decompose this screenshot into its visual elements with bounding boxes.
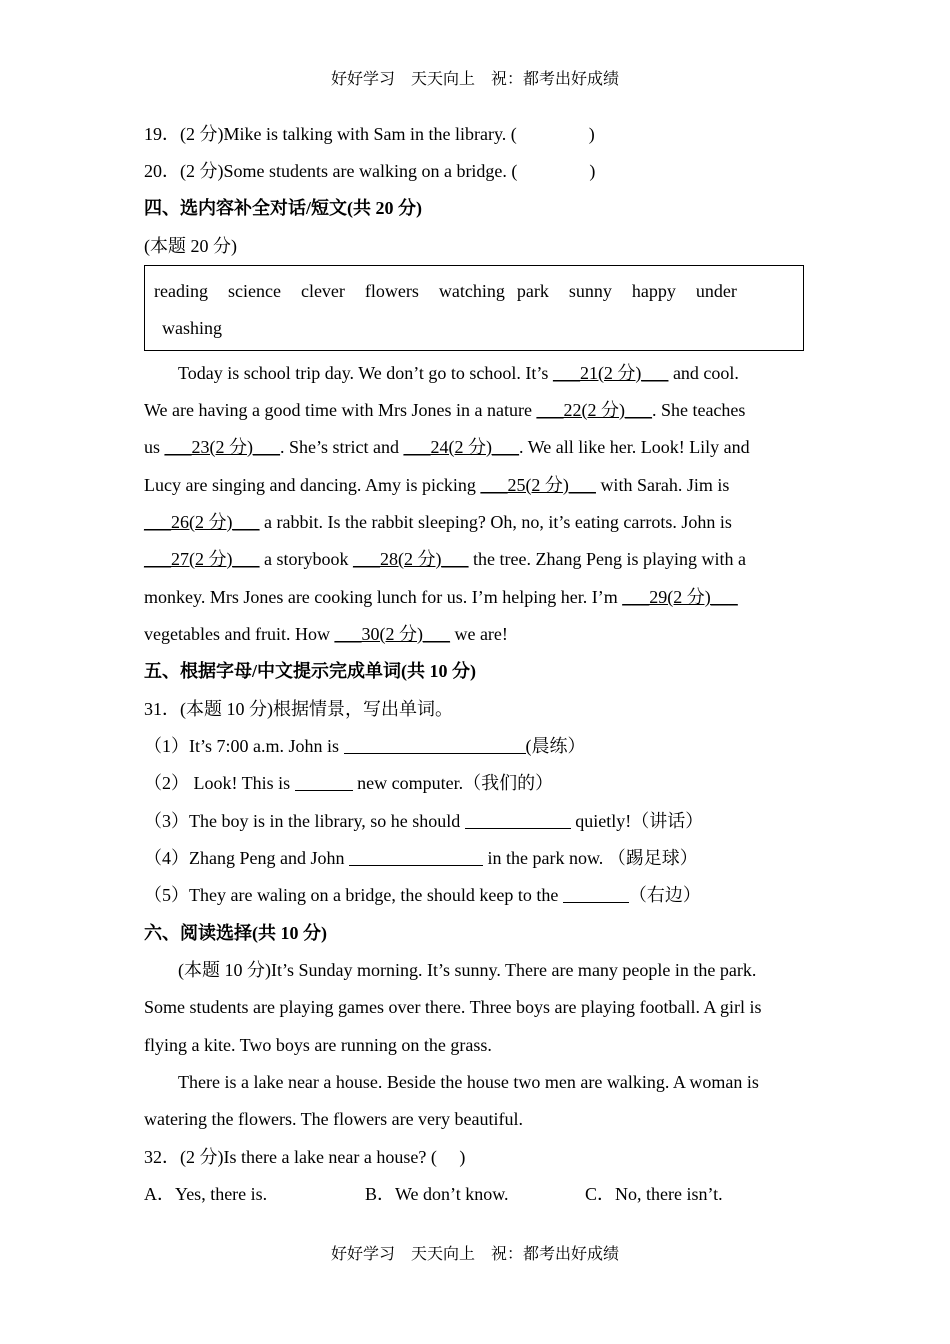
page-header: 好好学习 天天向上 祝：都考出好成绩 bbox=[330, 69, 619, 88]
blank-24: ___24(2 分)___ bbox=[403, 437, 520, 457]
sub-question-2: （2） Look! This is new computer.（我们的） bbox=[144, 773, 554, 793]
question-19: 19．(2 分)Mike is talking with Sam in the library. ( ) bbox=[144, 124, 595, 144]
word-bank-item: under bbox=[695, 281, 737, 301]
answer-line bbox=[344, 736, 526, 754]
option-c[interactable]: C．No, there isn’t. bbox=[585, 1184, 723, 1204]
passage-line: We are having a good time with Mrs Jones in a nature ___22(2 分)___. She teaches bbox=[144, 400, 746, 420]
section-6-title: 六、阅读选择(共 10 分) bbox=[144, 923, 327, 943]
option-a[interactable]: A．Yes, there is. bbox=[144, 1184, 268, 1204]
page-footer: 好好学习 天天向上 祝：都考出好成绩 bbox=[330, 1244, 619, 1263]
sub-question-5: （5）They are waling on a bridge, the should keep to the （右边） bbox=[144, 885, 701, 905]
passage-line: us ___23(2 分)___. She’s strict and ___24(2 分)___. We all like her. Look! Lily and bbox=[144, 437, 750, 457]
reading-para-line: watering the flowers. The flowers are very beautiful. bbox=[144, 1109, 524, 1129]
blank-29: ___29(2 分)___ bbox=[622, 587, 738, 607]
sub-question-3: （3）The boy is in the library, so he should quietly!（讲话） bbox=[144, 811, 704, 831]
section-4-note: (本题 20 分) bbox=[144, 236, 237, 256]
answer-line bbox=[295, 773, 353, 791]
word-bank-row-2 bbox=[162, 318, 242, 339]
word-bank-row-1 bbox=[154, 281, 757, 302]
reading-para-line: flying a kite. Two boys are running on the grass. bbox=[144, 1035, 492, 1055]
passage-line: ___26(2 分)___ a rabbit. Is the rabbit sleeping? Oh, no, it’s eating carrots. John is bbox=[144, 512, 732, 532]
question-31: 31．(本题 10 分)根据情景，写出单词。 bbox=[144, 699, 453, 719]
answer-line bbox=[563, 885, 629, 903]
word-bank-item: flowers bbox=[364, 281, 419, 301]
word-bank-item: park bbox=[516, 281, 549, 301]
blank-22: ___22(2 分)___ bbox=[536, 400, 652, 420]
word-bank-item: clever bbox=[300, 281, 345, 301]
option-b[interactable]: B．We don’t know. bbox=[365, 1184, 509, 1204]
answer-line bbox=[349, 848, 483, 866]
word-bank-box bbox=[144, 265, 804, 351]
word-bank-item: washing bbox=[162, 318, 222, 338]
blank-26: ___26(2 分)___ bbox=[144, 512, 260, 532]
sub-question-1: （1）It’s 7:00 a.m. John is (晨练） bbox=[144, 736, 586, 756]
passage-line: monkey. Mrs Jones are cooking lunch for us. I’m helping her. I’m ___29(2 分)___ bbox=[144, 587, 738, 607]
question-32: 32．(2 分)Is there a lake near a house? ( ) bbox=[144, 1147, 466, 1167]
passage-line: ___27(2 分)___ a storybook ___28(2 分)___ the tree. Zhang Peng is playing with a bbox=[144, 549, 746, 569]
question-20: 20．(2 分)Some students are walking on a bridge. ( ) bbox=[144, 161, 596, 181]
section-5-title: 五、根据字母/中文提示完成单词(共 10 分) bbox=[144, 661, 476, 681]
word-bank-item: science bbox=[227, 281, 281, 301]
reading-para-line: There is a lake near a house. Beside the house two men are walking. A woman is bbox=[178, 1072, 759, 1092]
word-bank-item: sunny bbox=[568, 281, 612, 301]
blank-25: ___25(2 分)___ bbox=[480, 475, 596, 495]
section-4-title: 四、选内容补全对话/短文(共 20 分) bbox=[144, 198, 422, 218]
reading-para-line: (本题 10 分)It’s Sunday morning. It’s sunny. There are many people in the park. bbox=[178, 960, 757, 980]
blank-30: ___30(2 分)___ bbox=[334, 624, 450, 644]
blank-23: ___23(2 分)___ bbox=[164, 437, 281, 457]
word-bank-item: happy bbox=[631, 281, 676, 301]
sub-question-4: （4）Zhang Peng and John in the park now. （踢足球） bbox=[144, 848, 698, 868]
answer-line bbox=[465, 811, 571, 829]
blank-21: ___21(2 分)___ bbox=[552, 363, 669, 383]
passage-line: vegetables and fruit. How ___30(2 分)___ we are! bbox=[144, 624, 508, 644]
blank-27: ___27(2 分)___ bbox=[144, 549, 260, 569]
blank-28: ___28(2 分)___ bbox=[353, 549, 469, 569]
word-bank-item: watching bbox=[438, 281, 505, 301]
word-bank-item: reading bbox=[154, 281, 208, 301]
reading-para-line: Some students are playing games over there. Three boys are playing football. A girl is bbox=[144, 997, 762, 1017]
passage-line: Today is school trip day. We don’t go to school. It’s ___21(2 分)___ and cool. bbox=[178, 363, 739, 383]
passage-line: Lucy are singing and dancing. Amy is picking ___25(2 分)___ with Sarah. Jim is bbox=[144, 475, 730, 495]
